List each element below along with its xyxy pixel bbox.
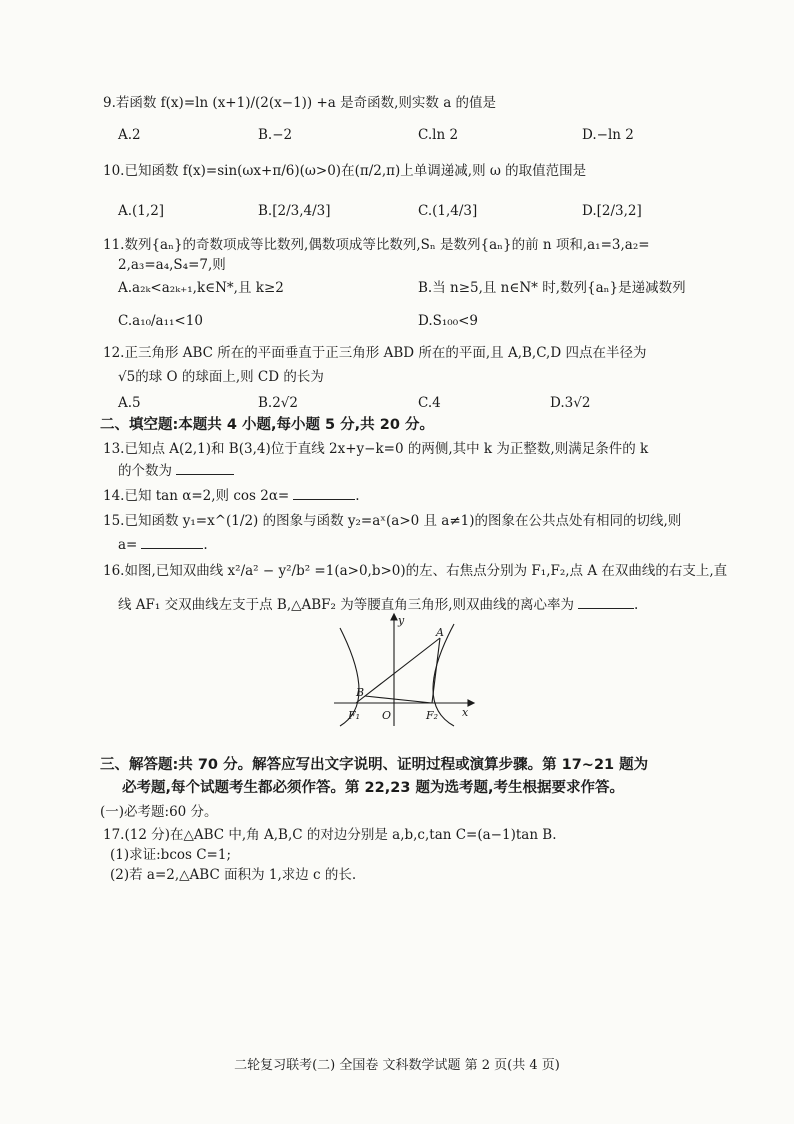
question-12-stem-line1: 12.正三角形 ABC 所在的平面垂直于正三角形 ABD 所在的平面,且 A,B,C,D 四点在半径为 [103, 345, 647, 361]
question-9-option-b: B.−2 [258, 127, 293, 143]
line-af1 [356, 638, 440, 703]
question-9-stem: 9.若函数 f(x)=ln (x+1)/(2(x−1)) +a 是奇函数,则实数 a 的值是 [103, 95, 497, 111]
label-o: O [382, 709, 392, 722]
question-9-option-c: C.ln 2 [418, 127, 459, 143]
question-9-option-d: D.−ln 2 [582, 127, 634, 143]
question-15-answer-blank [141, 534, 203, 549]
section-3-heading-line2: 必考题,每个试题考生都必须作答。第 22,23 题为选考题,考生根据要求作答。 [122, 780, 624, 796]
label-x: x [462, 706, 469, 719]
question-13-answer-blank [176, 460, 234, 475]
question-17-line1: 17.(12 分)在△ABC 中,角 A,B,C 的对边分别是 a,b,c,tan C=(a−1)tan B. [103, 827, 557, 843]
question-10-option-b: B.[2/3,4/3] [258, 203, 331, 219]
question-13-line2-text: 的个数为 [118, 463, 172, 479]
x-axis-arrow [468, 700, 474, 706]
question-10-option-a: A.(1,2] [118, 203, 165, 219]
question-15-line1: 15.已知函数 y₁=x^(1/2) 的图象与函数 y₂=aˣ(a>0 且 a≠1)的图象在公共点处有相同的切线,则 [103, 513, 682, 529]
question-13-line2 [118, 460, 234, 480]
section-2-heading: 二、填空题:本题共 4 小题,每小题 5 分,共 20 分。 [100, 417, 434, 433]
question-10-option-d: D.[2/3,2] [582, 203, 642, 219]
question-11-option-a: A.a₂ₖ<a₂ₖ₊₁,k∈N*,且 k≥2 [118, 280, 284, 296]
question-12-stem-line2: √5的球 O 的球面上,则 CD 的长为 [118, 369, 324, 385]
question-9-option-a: A.2 [118, 127, 141, 143]
question-11-stem-line1: 11.数列{aₙ}的奇数项成等比数列,偶数项成等比数列,Sₙ 是数列{aₙ}的前 n 项和,a₁=3,a₂= [103, 237, 650, 253]
question-14-answer-blank [293, 485, 355, 500]
question-15-line2: a= . [118, 534, 208, 554]
question-12-option-c: C.4 [418, 395, 441, 411]
question-11-option-d: D.S₁₀₀<9 [418, 313, 479, 329]
line-bf2 [365, 696, 432, 703]
label-f1: F₁ [348, 709, 361, 722]
question-17-part1: (1)求证:bcos C=1; [110, 847, 231, 863]
label-f2: F₂ [426, 709, 439, 722]
question-16-line2-text: 线 AF₁ 交双曲线左支于点 B,△ABF₂ 为等腰直角三角形,则双曲线的离心率为 [118, 597, 575, 613]
question-10-option-c: C.(1,4/3] [418, 203, 478, 219]
page-footer: 二轮复习联考(二) 全国卷 文科数学试题 第 2 页(共 4 页) [234, 1058, 560, 1073]
question-11-option-b: B.当 n≥5,且 n∈N* 时,数列{aₙ}是递减数列 [418, 280, 686, 296]
question-16-answer-blank [578, 594, 634, 609]
question-11-option-c: C.a₁₀/a₁₁<10 [118, 313, 203, 329]
hyperbola-figure [330, 612, 480, 730]
question-10-stem: 10.已知函数 f(x)=sin(ωx+π/6)(ω>0)在(π/2,π)上单调递减,则 ω 的取值范围是 [103, 163, 587, 179]
subsection-heading: (一)必考题:60 分。 [100, 804, 218, 820]
question-11-stem-line2: 2,a₃=a₄,S₄=7,则 [118, 257, 226, 273]
question-13-line1: 13.已知点 A(2,1)和 B(3,4)位于直线 2x+y−k=0 的两侧,其中 k 为正整数,则满足条件的 k [103, 441, 649, 457]
y-axis-arrow [391, 614, 397, 620]
question-14-line: 14.已知 tan α=2,则 cos 2α= . [103, 485, 360, 505]
question-12-option-d: D.3√2 [550, 395, 591, 411]
section-3-heading-line1: 三、解答题:共 70 分。解答应写出文字说明、证明过程或演算步骤。第 17~21 题为 [100, 757, 649, 773]
question-14-text: 14.已知 tan α=2,则 cos 2α= [103, 488, 290, 504]
question-16-line2: 线 AF₁ 交双曲线左支于点 B,△ABF₂ 为等腰直角三角形,则双曲线的离心率为 . [118, 594, 638, 614]
question-12-option-b: B.2√2 [258, 395, 298, 411]
question-17-part2: (2)若 a=2,△ABC 面积为 1,求边 c 的长. [110, 867, 357, 883]
question-15-line2-text: a= [118, 537, 138, 553]
question-12-option-a: A.5 [118, 395, 141, 411]
line-af2 [432, 638, 440, 703]
question-16-line1: 16.如图,已知双曲线 x²/a² − y²/b² =1(a>0,b>0)的左、右焦点分别为 F₁,F₂,点 A 在双曲线的右支上,直 [103, 563, 728, 579]
label-y: y [398, 614, 405, 627]
label-a: A [436, 626, 444, 639]
label-b: B [356, 686, 365, 699]
